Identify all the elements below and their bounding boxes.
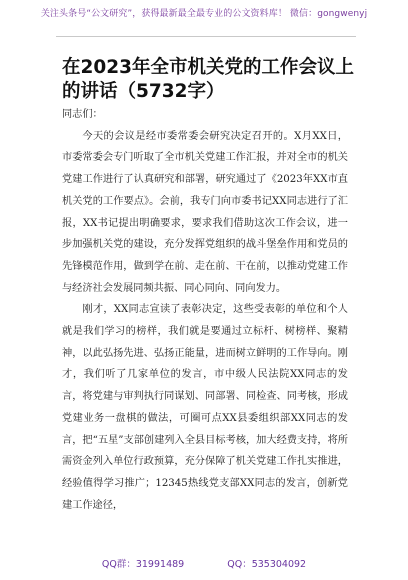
- footer: [0, 556, 408, 570]
- header-banner: 关注头条号“公文研究”，获得最新最全最专业的公文资料库！ 微信：gongwenyj: [40, 9, 368, 19]
- salutation: 同志们：: [62, 109, 103, 120]
- paragraph-2: 刚才，XX同志宣读了表彰决定，这些受表彰的单位和个人就是我们学习的榜样，我们就是要通过立标杆、树榜样、聚精神，以此弘扬先进、弘扬正能量，进而树立鲜明的工作导向。刚才，我们听了几家单位的发言，市中级人民法院XX同志的发言，将党建与审判执行同谋划、同部署、同检查、同考核，形成党建业务一盘棋的做法，可圈可点XX县委组织部XX同志的发言，把“五星”支部创建列入全县目标考核，加大经费支持，将所需资金列入单位行政预算，充分保障了机关党建工作扎实推进，经验值得学习推广；12345热线党支部XX同志的发言，创新党建工作途径，: [62, 304, 348, 511]
- footer-qq-group: QQ群：31991489: [101, 559, 185, 570]
- paragraph-1: 今天的会议是经市委常委会研究决定召开的。X月XX日，市委常委会专门听取了全市机关党建工作汇报，并对全市的机关党建工作进行了认真研究和部署，研究通过了《2023年XX市直机关党的工作要点》。会前，我专门向市委书记XX同志进行了汇报，XX书记提出明确要求，要求我们借助这次工作会议，进一步加强机关党的建设，充分发挥党组织的战斗堡垒作用和党员的先锋模范作用，做到学在前、走在前、干在前，以推动党建工作与经济社会发展同频共振、同心同向、同向发力。: [62, 130, 348, 294]
- document-title: 在2023年全市机关党的工作会议上的讲话（5732字）: [62, 57, 354, 102]
- footer-qq: QQ：535304092: [227, 559, 307, 570]
- header-divider: [56, 36, 356, 37]
- document-body: [62, 104, 348, 516]
